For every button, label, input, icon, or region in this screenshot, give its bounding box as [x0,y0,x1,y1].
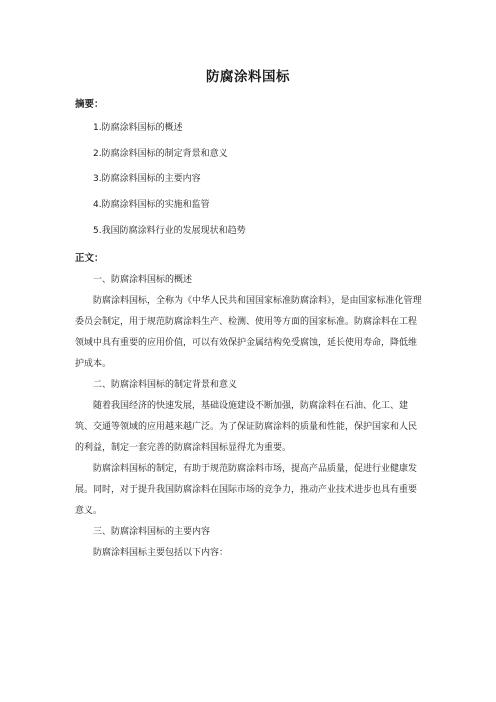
paragraph: 防腐涂料国标主要包括以下内容： [93,548,229,558]
document-title: 防腐涂料国标 [206,69,290,85]
abstract-item: 4.防腐涂料国标的实施和监管 [93,200,210,211]
paragraph: 随着我国经济的快速发展，基础设施建设不断加强，防腐涂料在石油、化工、建筑、交通等领域的应用越来越广泛。为了保证防腐涂料的质量和性能，保护国家和人民的利益，制定一套完善的防腐涂料国标显得尤为重要。 [75,401,418,453]
abstract-item: 1.防腐涂料国标的概述 [93,123,183,133]
abstract-item: 3.防腐涂料国标的主要内容 [93,174,201,185]
body-label: 正文： [75,253,104,264]
abstract-list [93,122,246,250]
body-text [75,270,423,564]
abstract-item: 2.防腐涂料国标的制定背景和意义 [93,148,228,159]
paragraph: 防腐涂料国标，全称为《中华人民共和国国家标准防腐涂料》，是由国家标准化管理委员会制定，用于规范防腐涂料生产、检测、使用等方面的国家标准。防腐涂料在工程领域中具有重要的应用价值，可以有效保护金属结构免受腐蚀，延长使用寿命，降低维护成本。 [75,296,422,369]
paragraph: 防腐涂料国标的制定，有助于规范防腐涂料市场，提高产品质量，促进行业健康发展。同时，对于提升我国防腐涂料在国际市场的竞争力，推动产业技术进步也具有重要意义。 [75,464,418,516]
section-heading: 二、防腐涂料国标的制定背景和意义 [93,380,238,390]
section-heading: 三、防腐涂料国标的主要内容 [93,527,211,537]
abstract-label: 摘要： [75,99,104,110]
section-heading: 一、防腐涂料国标的概述 [93,275,193,285]
abstract-item: 5.我国防腐涂料行业的发展现状和趋势 [93,225,246,236]
